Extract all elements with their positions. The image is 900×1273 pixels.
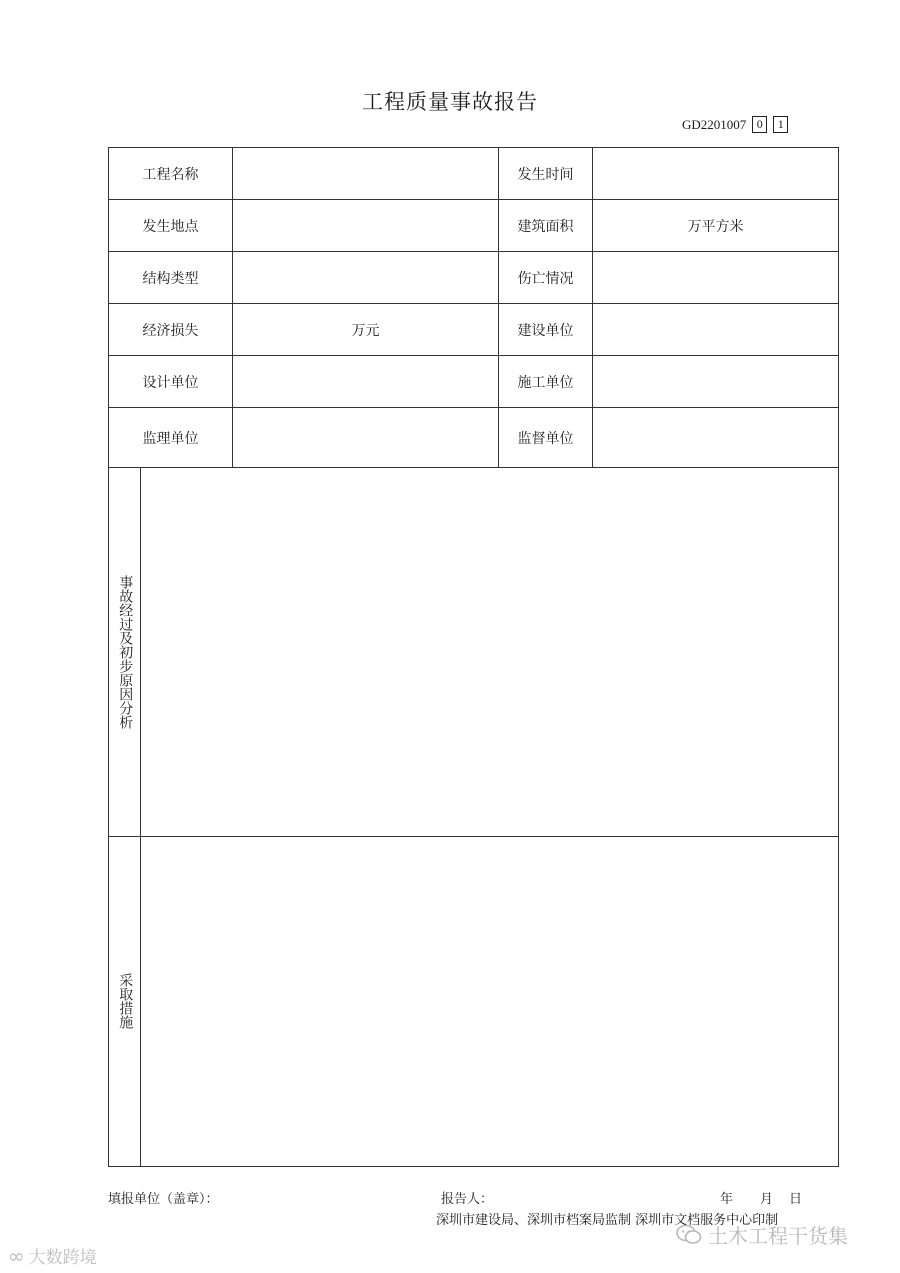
- field-value-occurrence-time[interactable]: [593, 148, 839, 200]
- field-label-supervision-unit: 监理单位: [109, 408, 233, 468]
- field-value-location[interactable]: [233, 200, 499, 252]
- form-row: [109, 408, 839, 468]
- form-row: [109, 252, 839, 304]
- form-row: [109, 200, 839, 252]
- field-value-supervision-unit[interactable]: [233, 408, 499, 468]
- watermark-left-text: 大数跨境: [28, 1248, 97, 1268]
- form-code-box-2: 1: [773, 116, 788, 133]
- field-label-occurrence-time: 发生时间: [499, 148, 593, 200]
- field-value-structure-type[interactable]: [233, 252, 499, 304]
- footer-printer-note: 深圳市建设局、深圳市档案局监制 深圳市文档服务中心印制: [436, 1213, 779, 1228]
- field-label-construction-owner: 建设单位: [499, 304, 593, 356]
- field-label-oversight-unit: 监督单位: [499, 408, 593, 468]
- field-label-location: 发生地点: [109, 200, 233, 252]
- form-row: [109, 468, 839, 836]
- wechat-icon: [676, 1224, 702, 1246]
- form-row: [109, 836, 839, 1166]
- field-value-contractor[interactable]: [593, 356, 839, 408]
- watermark-right: [676, 1220, 848, 1249]
- form-row: [109, 148, 839, 200]
- field-label-economic-loss: 经济损失: [109, 304, 233, 356]
- field-value-building-area[interactable]: 万平方米: [593, 200, 839, 252]
- field-label-structure-type: 结构类型: [109, 252, 233, 304]
- section-body-accident-analysis[interactable]: [141, 468, 839, 836]
- field-value-economic-loss[interactable]: 万元: [233, 304, 499, 356]
- watermark-right-text: 土木工程干货集: [708, 1224, 848, 1248]
- infinity-logo-icon: ∞: [8, 1243, 25, 1268]
- field-value-project-name[interactable]: [233, 148, 499, 200]
- footer-reporter-label: 报告人：: [441, 1192, 494, 1207]
- section-label-accident-analysis: 事故经过及初步原因分析: [109, 468, 141, 836]
- field-value-design-unit[interactable]: [233, 356, 499, 408]
- field-label-building-area: 建筑面积: [499, 200, 593, 252]
- footer-day: 日: [789, 1192, 803, 1207]
- page-title: 工程质量事故报告: [362, 90, 538, 114]
- footer-year: 年: [720, 1192, 734, 1207]
- field-label-project-name: 工程名称: [109, 148, 233, 200]
- footer-month: 月: [760, 1192, 774, 1207]
- watermark-left: [8, 1243, 97, 1268]
- form-row: [109, 304, 839, 356]
- footer-unit-label: 填报单位（盖章）：: [108, 1192, 219, 1207]
- section-label-measures: 采取措施: [109, 836, 141, 1166]
- form-row: [109, 356, 839, 408]
- field-value-casualties[interactable]: [593, 252, 839, 304]
- form-code-box-1: 0: [752, 116, 767, 133]
- form-code-prefix: GD2201007: [682, 116, 747, 132]
- field-label-casualties: 伤亡情况: [499, 252, 593, 304]
- report-form-table: [108, 147, 839, 1167]
- field-value-oversight-unit[interactable]: [593, 408, 839, 468]
- field-label-design-unit: 设计单位: [109, 356, 233, 408]
- field-value-construction-owner[interactable]: [593, 304, 839, 356]
- field-label-contractor: 施工单位: [499, 356, 593, 408]
- section-body-measures[interactable]: [141, 836, 839, 1166]
- form-code: [682, 116, 788, 133]
